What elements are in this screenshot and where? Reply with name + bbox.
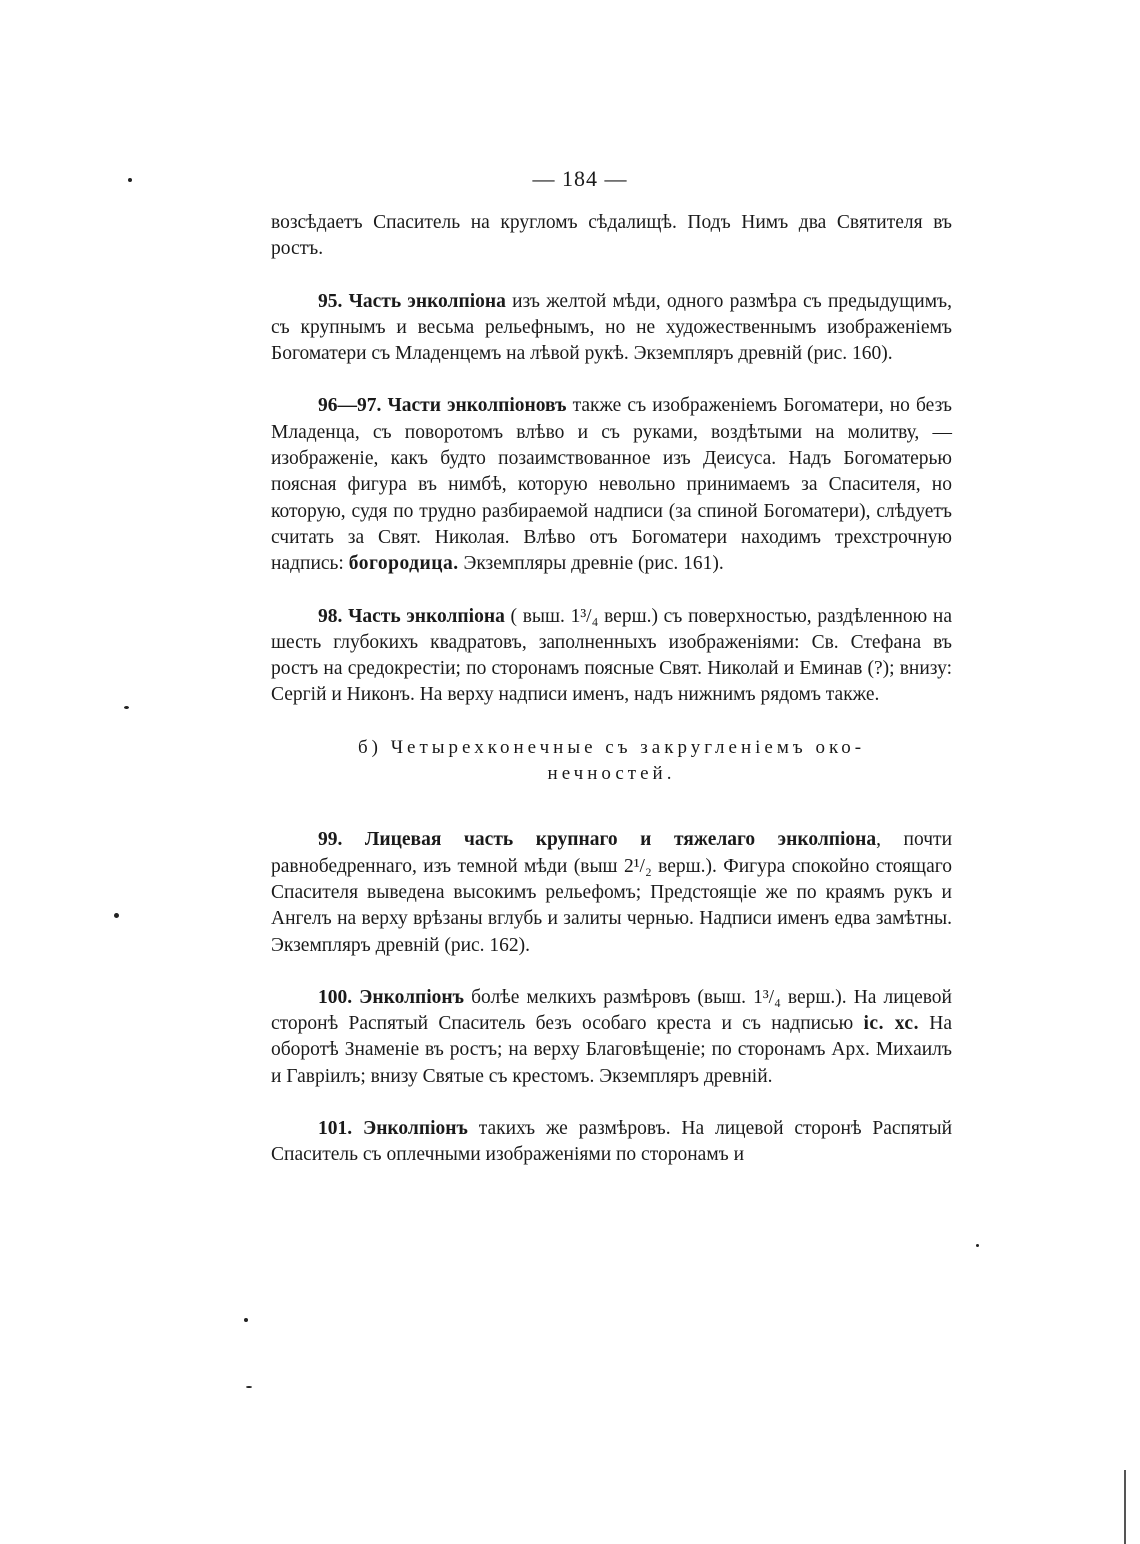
paragraph-96-97 (271, 393, 952, 577)
scan-speck (246, 1386, 252, 1388)
paragraph-text: изъ желтой мѣди, одного размѣра съ предыдущимъ, съ крупнымъ и весьма рельефнымъ, но не художественнымъ изображеніемъ Богоматери съ Младенцемъ на лѣвой рукѣ. Экземпляръ древній (рис. 160). (271, 290, 952, 365)
entry-number: 98. (318, 605, 343, 627)
entry-number: 101. (318, 1118, 353, 1140)
inscription-text: богородица. (348, 553, 459, 575)
paragraph-text: возсѣдаетъ Спаситель на кругломъ сѣдалищѣ. Подъ Нимъ два Святителя въ ростъ. (271, 212, 952, 260)
body-text (271, 210, 952, 1169)
paragraph-tail: Экземпляры древніе (рис. 161). (458, 553, 724, 575)
scan-speck (114, 913, 119, 918)
paragraph-text: ( выш. 1³/₄ верш.) съ поверхностью, раздѣленною на шесть глубокихъ квадратовъ, заполненныхъ изображеніями: Св. Стефана въ ростъ на средокрестіи; по сторонамъ поясные Свят. Николай и Еминав (?); внизу: Сергій и Никонъ. На верху надписи именъ, надъ нижнимъ рядомъ также. (271, 605, 952, 706)
scan-speck (976, 1244, 979, 1247)
entry-title: Лицевая часть крупнаго и тяжелаго энколпіона (364, 829, 877, 851)
paragraph-text: такихъ же размѣровъ. На лицевой сторонѣ Распятый Спаситель съ оплечными изображеніями по сторонамъ и (271, 1118, 953, 1166)
entry-title: Часть энколпіона (348, 290, 506, 312)
paragraph-text: болѣе мелкихъ размѣровъ (выш. 1³/₄ верш.). На лицевой сторонѣ Распятый Спаситель безъ особаго креста и съ надписью (271, 986, 952, 1035)
entry-title: Энколпіонъ (359, 986, 465, 1008)
section-heading-line-2: нечностей. (547, 763, 676, 785)
paragraph-98 (271, 604, 952, 709)
paragraph-text: , почти равнобедреннаго, изъ темной мѣди (выш 2¹/₂ верш.). Фигура спокойно стоящаго Спасителя выведена высокимъ рельефомъ; Предстоящіе же по краямъ рукъ и Ангелъ на верху врѣзаны вглубь и залиты чернью. Надписи именъ едва замѣтны. Экземпляръ древній (рис. 162). (271, 829, 953, 956)
section-heading-line-1: б) Четырехконечные съ закругленіемъ око- (357, 736, 866, 758)
paragraph-95 (271, 289, 952, 368)
paragraph-101 (271, 1116, 952, 1169)
entry-title: Части энколпіоновъ (387, 395, 567, 417)
entry-number: 99. (318, 829, 343, 851)
entry-number: 95. (318, 290, 343, 312)
scan-speck (244, 1318, 248, 1322)
scan-edge-line (1124, 1470, 1126, 1544)
inscription-text: іс. хс. (863, 1013, 919, 1035)
paragraph-tail: На оборотѣ Знаменіе въ ростъ; на верху Благовѣщеніе; по сторонамъ Арх. Михаилъ и Гавріилъ; внизу Святые съ крестомъ. Экземпляръ древній. (271, 1013, 952, 1087)
scan-speck (128, 178, 132, 182)
section-heading-b (271, 735, 952, 788)
page-number: — 184 — (532, 166, 628, 191)
paragraph-text: также съ изображеніемъ Богоматери, но безъ Младенца, съ поворотомъ влѣво и съ руками, воздѣтыми на молитву, — изображеніе, какъ будто позаимствованное изъ Деисуса. Надъ Богоматерью поясная фигура въ нимбѣ, которую невольно принимаемъ за Спасителя, но которую, судя по трудно разбираемой надписи (за спиной Богоматери), слѣдуетъ считать за Свят. Николая. Влѣво отъ Богоматери находимъ трехстрочную надпись: (271, 395, 953, 575)
entry-title: Часть энколпіона (348, 605, 505, 627)
scan-speck (124, 706, 129, 709)
entry-number: 100. (318, 986, 353, 1008)
entry-number: 96—97. (318, 395, 382, 417)
paragraph-100 (271, 985, 952, 1090)
entry-title: Энколпіонъ (362, 1118, 468, 1140)
paragraph-99 (271, 827, 952, 958)
paragraph-continuation (271, 210, 952, 263)
